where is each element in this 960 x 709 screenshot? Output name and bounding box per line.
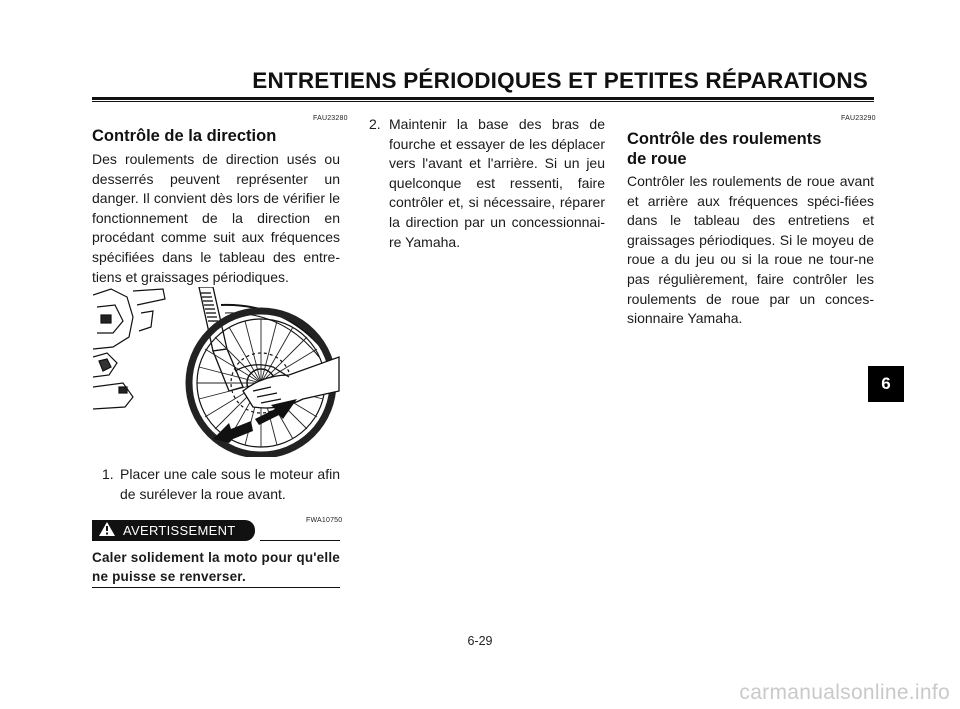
- step-2-text: Maintenir la base des bras de fourche et essayer de les déplacer vers l'avant et l'arrière. Si un jeu quelconque est ressenti, faire contrôler et, si nécessaire, réparer la direction par un concessionnai-re Yamaha.: [389, 116, 605, 250]
- warning-code: FWA10750: [306, 517, 343, 524]
- heading-line-2: de roue: [627, 150, 687, 168]
- section-code-right: FAU23290: [841, 115, 876, 122]
- warning-badge: [92, 520, 255, 541]
- section-heading-wheel-bearings: [627, 129, 877, 169]
- step-1-text: Placer une cale sous le moteur afin de surélever la roue avant.: [120, 466, 340, 502]
- step-2: [369, 115, 605, 252]
- step-2-number: 2.: [369, 116, 381, 132]
- chapter-tab: 6: [868, 366, 904, 402]
- wheel-bearings-paragraph: Contrôler les roulements de roue avant et arrière aux fréquences spéci-fiées dans le tableau des entretiens et graissages périodiques. Si le moyeu de roue a du jeu ou si la roue ne tour-ne pas régulièrement, faire contrôler les roulements de roue par un conces-sionnaire Yamaha.: [627, 173, 874, 327]
- page-number: 6-29: [467, 634, 493, 648]
- front-wheel-fork-illustration: [93, 287, 340, 457]
- section-code-left: FAU23280: [313, 115, 348, 122]
- step-1: [102, 465, 340, 504]
- watermark: carmanualsonline.info: [739, 681, 950, 704]
- header-rule-thin: [92, 101, 874, 102]
- warning-text: Caler solidement la moto pour qu'elle ne puisse se renverser.: [92, 550, 340, 584]
- page-header-title: ENTRETIENS PÉRIODIQUES ET PETITES RÉPARATIONS: [252, 68, 868, 93]
- step-1-number: 1.: [102, 466, 114, 482]
- warning-rule-bottom: [92, 587, 340, 588]
- warning-triangle-icon: [99, 522, 119, 539]
- header-rule: [92, 97, 874, 100]
- heading-line-1: Contrôle des roulements: [627, 130, 822, 148]
- direction-paragraph: Des roulements de direction usés ou desserrés peuvent représenter un danger. Il convient dès lors de vérifier le fonctionnement de la direction en procédant comme suit aux fréquences spécifiées dans le tableau des entre-tiens et graissages périodiques.: [92, 151, 340, 285]
- section-heading-direction: Contrôle de la direction: [92, 127, 277, 145]
- warning-label: AVERTISSEMENT: [123, 523, 236, 538]
- warning-rule-top: [260, 540, 340, 541]
